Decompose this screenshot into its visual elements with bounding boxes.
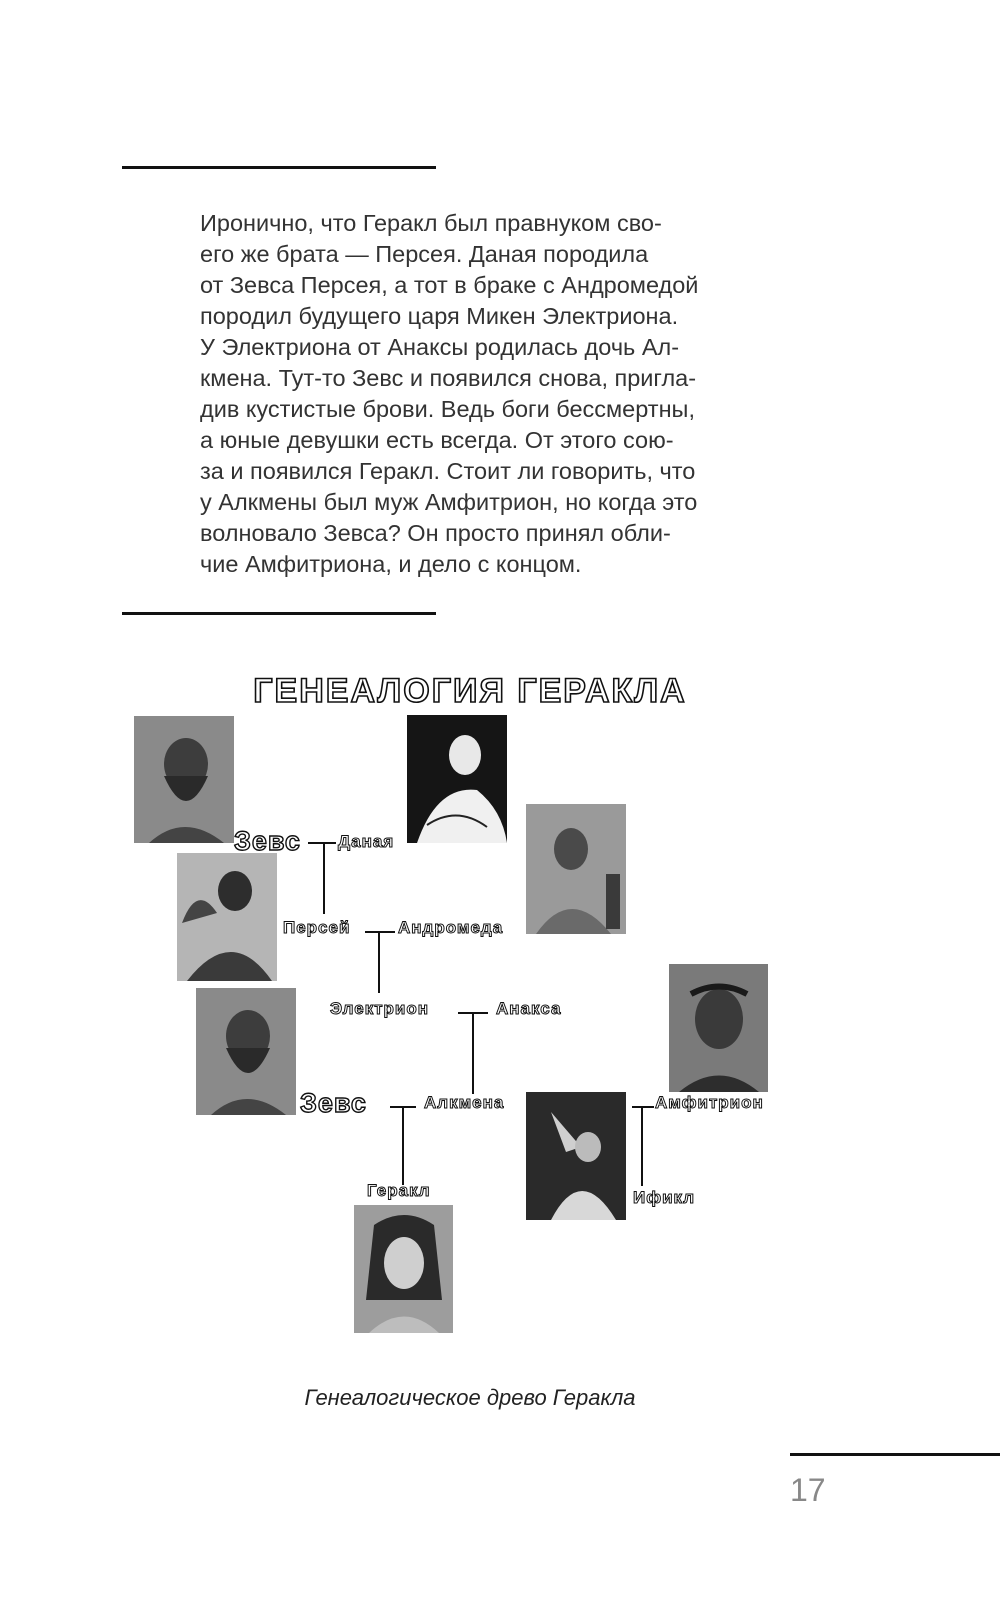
body-paragraph: [200, 208, 712, 580]
label-persey: Персей: [283, 918, 351, 937]
label-amfitrion: Амфитрион: [655, 1093, 764, 1112]
mosaic-figure-icon: [526, 1092, 626, 1220]
paragraph-line: див кустистые брови. Ведь боги бессмертны,: [200, 396, 695, 422]
paragraph-line: чие Амфитриона, и дело с концом.: [200, 551, 582, 577]
portrait-amphitryon: [669, 964, 768, 1092]
statue-head-icon: [134, 716, 234, 843]
top-rule: [122, 166, 436, 169]
portrait-danaya: [407, 715, 507, 843]
label-danaya: Даная: [338, 832, 395, 851]
paragraph-line: У Электриона от Анаксы родилась дочь Ал-: [200, 334, 680, 360]
mosaic-portrait-icon: [669, 964, 768, 1092]
vase-painting-icon: [407, 715, 507, 843]
paragraph-line: а юные девушки есть всегда. От этого сою-: [200, 427, 674, 453]
statue-head-icon: [196, 988, 296, 1115]
fresco-portrait-icon: [526, 804, 626, 934]
label-anaksa: Анакса: [496, 999, 562, 1018]
paragraph-line: волновало Зевса? Он просто принял обли-: [200, 520, 671, 546]
label-gerakl: Геракл: [367, 1181, 431, 1200]
paragraph-line: от Зевса Персея, а тот в браке с Андромедой: [200, 272, 699, 298]
paragraph-line: кмена. Тут-то Зевс и появился снова, пригла-: [200, 365, 697, 391]
label-zeus-top: Зевс: [234, 826, 301, 856]
actor-portrait-icon: [354, 1205, 453, 1333]
statue-perseus-icon: [177, 853, 277, 981]
portrait-perseus: [177, 853, 277, 981]
connector-zeus-danaya: [308, 842, 336, 844]
page-number: 17: [790, 1472, 826, 1508]
paragraph-line: его же брата — Персея. Даная породила: [200, 241, 649, 267]
portrait-zeus-top: [134, 716, 234, 843]
connector-down-persey: [323, 842, 325, 914]
connector-alkmena-amfitrion: [632, 1106, 654, 1108]
connector-down-gerakl: [402, 1106, 404, 1185]
label-elektrion: Электрион: [330, 999, 430, 1018]
portrait-alkmena: [526, 1092, 626, 1220]
genealogy-title-text: ГЕНЕАЛОГИЯ ГЕРАКЛА: [253, 672, 687, 710]
connector-down-elektrion: [378, 931, 380, 993]
label-alkmena: Алкмена: [424, 1093, 505, 1112]
connector-down-ifikl: [641, 1106, 643, 1186]
label-andromeda: Андромеда: [398, 918, 504, 937]
label-ifikl: Ификл: [633, 1188, 696, 1207]
portrait-zeus-bottom: [196, 988, 296, 1115]
paragraph-line: породил будущего царя Микен Электриона.: [200, 303, 679, 329]
figure-caption-text: Генеалогическое древо Геракла: [304, 1385, 636, 1410]
genealogy-title: [0, 672, 1000, 711]
label-zeus-bottom: Зевс: [300, 1088, 367, 1118]
connector-down-alkmena: [472, 1012, 474, 1094]
figure-caption: [0, 1385, 1000, 1411]
paragraph-line: Иронично, что Геракл был правнуком сво-: [200, 210, 662, 236]
portrait-andromeda: [526, 804, 626, 934]
paragraph-line: у Алкмены был муж Амфитрион, но когда это: [200, 489, 698, 515]
bottom-rule: [790, 1453, 1000, 1456]
paragraph-line: за и появился Геракл. Стоит ли говорить, что: [200, 458, 696, 484]
middle-rule: [122, 612, 436, 615]
portrait-herakles: [354, 1205, 453, 1333]
connector-persey-andromeda: [365, 931, 395, 933]
